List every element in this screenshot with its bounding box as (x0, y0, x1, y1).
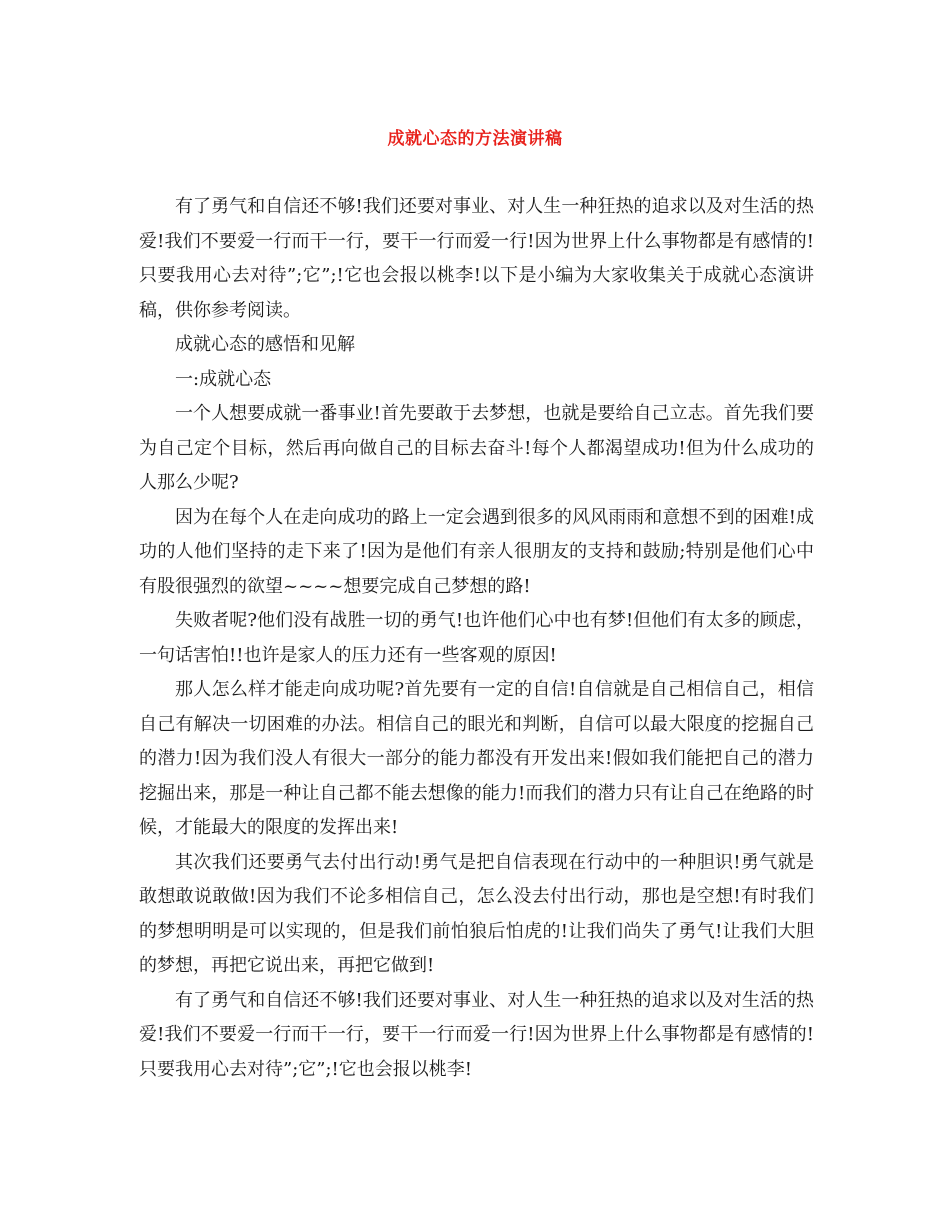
document-title: 成就心态的方法演讲稿 (387, 129, 563, 149)
paragraph-dream: 一个人想要成就一番事业!首先要敢于去梦想，也就是要给自己立志。首先我们要为自己定个目标，然后再向做自己的目标去奋斗!每个人都渴望成功!但为什么成功的人那么少呢? (139, 403, 814, 493)
paragraph-section-heading: 成就心态的感悟和见解 (175, 334, 355, 355)
document-body (139, 190, 814, 1087)
paragraph-closing: 有了勇气和自信还不够!我们还要对事业、对人生一种狂热的追求以及对生活的热爱!我们不要爱一行而干一行，要干一行而爱一行!因为世界上什么事物都是有感情的!只要我用心去对待”;它”;!它也会报以桃李! (139, 989, 814, 1080)
paragraph-subheading: 一:成就心态 (175, 368, 272, 390)
paragraph-failure: 失败者呢?他们没有战胜一切的勇气!也许他们心中也有梦!但他们有太多的顾虑，一句话害怕!!也许是家人的压力还有一些客观的原因! (139, 610, 814, 666)
paragraph-difficulties: 因为在每个人在走向成功的路上一定会遇到很多的风风雨雨和意想不到的困难!成功的人他们坚持的走下来了!因为是他们有亲人很朋友的支持和鼓励;特别是他们心中有股很强烈的欲望~~~~想要完成自己梦想的路! (139, 506, 814, 597)
paragraph-confidence: 那人怎么样才能走向成功呢?首先要有一定的自信!自信就是自己相信自己，相信自己有解决一切困难的办法。相信自己的眼光和判断，自信可以最大限度的挖掘自己的潜力!因为我们没人有很大一部分的能力都没有开发出来!假如我们能把自己的潜力挖掘出来，那是一种让自己都不能去想像的能力!而我们的潜力只有让自己在绝路的时候，才能最大的限度的发挥出来! (139, 679, 814, 838)
paragraph-courage: 其次我们还要勇气去付出行动!勇气是把自信表现在行动中的一种胆识!勇气就是敢想敢说敢做!因为我们不论多相信自己，怎么没去付出行动，那也是空想!有时我们的梦想明明是可以实现的，但是我们前怕狼后怕虎的!让我们尚失了勇气!让我们大胆的梦想，再把它说出来，再把它做到! (139, 851, 814, 976)
paragraph-intro: 有了勇气和自信还不够!我们还要对事业、对人生一种狂热的追求以及对生活的热爱!我们不要爱一行而干一行，要干一行而爱一行!因为世界上什么事物都是有感情的!只要我用心去对待”;它”;!它也会报以桃李!以下是小编为大家收集关于成就心态演讲稿，供你参考阅读。 (139, 196, 814, 321)
